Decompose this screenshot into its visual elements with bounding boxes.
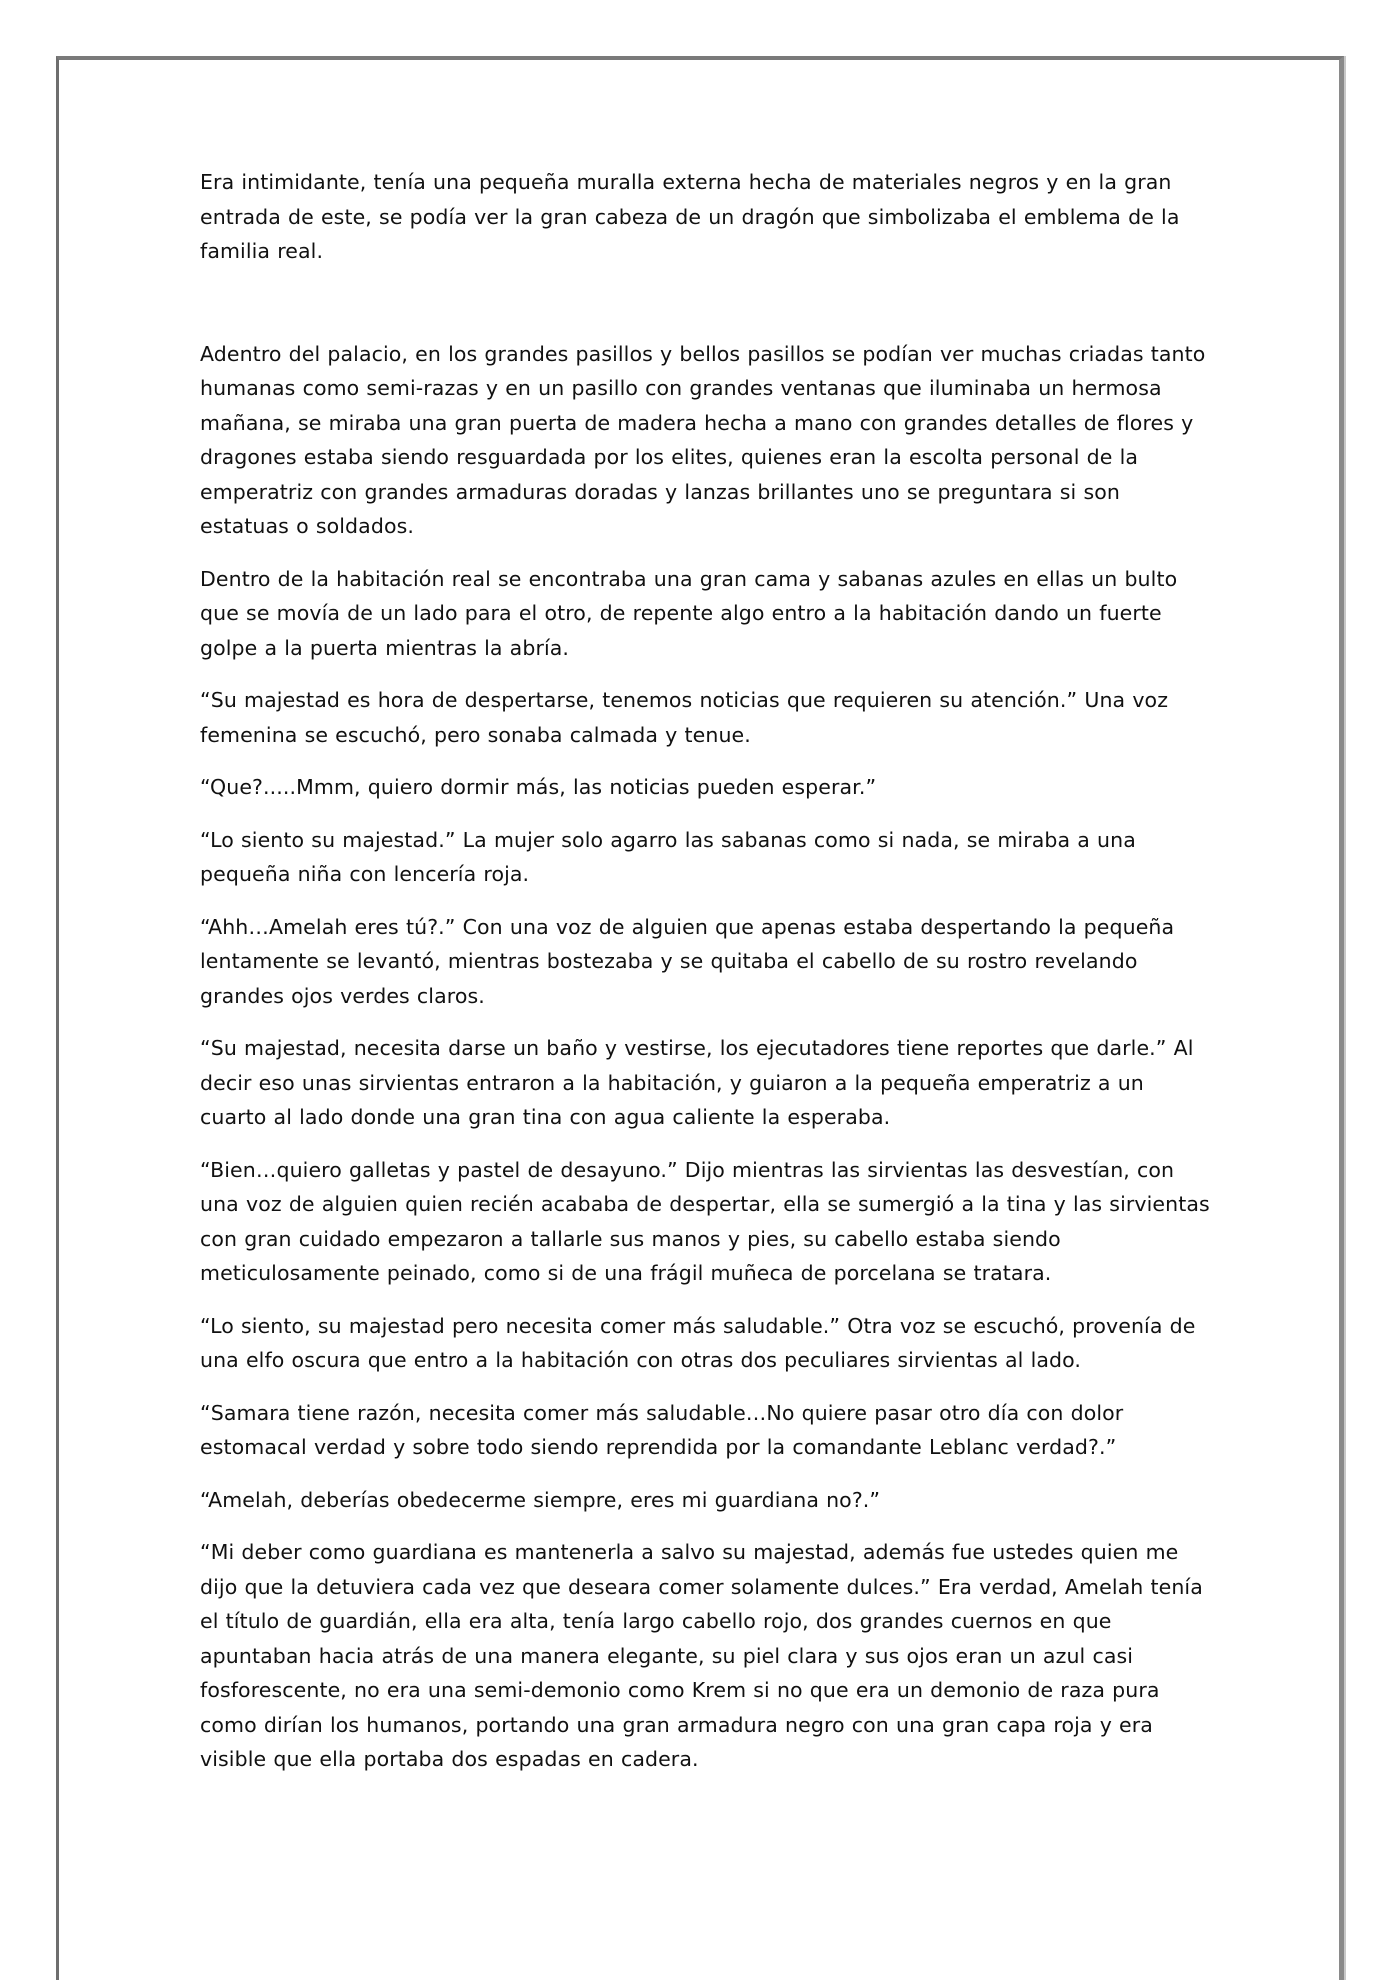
- paragraph-4: “Su majestad es hora de despertarse, tenemos noticias que requieren su atención.” Una voz femenina se escuchó, pero sonaba calmada y tenue.: [200, 688, 1169, 747]
- paragraph-9: “Bien…quiero galletas y pastel de desayuno.” Dijo mientras las sirvientas las desvestían, con una voz de alguien quien recién acababa de despertar, ella se sumergió a la tina y las sirvientas con gran cuidado empezaron a tallarle sus manos y pies, su cabello estaba siendo meticulosamente peinado, como si de una frágil muñeca de porcelana se tratara.: [200, 1157, 1210, 1285]
- paragraph-5: “Que?.....Mmm, quiero dormir más, las noticias pueden esperar.”: [200, 775, 877, 799]
- paragraph-3: Dentro de la habitación real se encontraba una gran cama y sabanas azules en ellas un bulto que se movía de un lado para el otro, de repente algo entro a la habitación dando un fuerte golpe a la puerta mientras la abría.: [200, 566, 1178, 660]
- paragraph-11: “Samara tiene razón, necesita comer más saludable…No quiere pasar otro día con dolor estomacal verdad y sobre todo siendo reprendida por la comandante Leblanc verdad?.”: [200, 1400, 1124, 1459]
- document-body: [200, 165, 1210, 1795]
- paragraph-13: “Mi deber como guardiana es mantenerla a salvo su majestad, además fue ustedes quien me dijo que la detuviera cada vez que deseara comer solamente dulces.” Era verdad, Amelah tenía el título de guardián, ella era alta, tenía largo cabello rojo, dos grandes cuernos en que apuntaban hacia atrás de una manera elegante, su piel clara y sus ojos eran un azul casi fosforescente, no era una semi-demonio como Krem si no que era un demonio de raza pura como dirían los humanos, portando una gran armadura negro con una gran capa roja y era visible que ella portaba dos espadas en cadera.: [200, 1540, 1203, 1771]
- paragraph-10: “Lo siento, su majestad pero necesita comer más saludable.” Otra voz se escuchó, provenía de una elfo oscura que entro a la habitación con otras dos peculiares sirvientas al lado.: [200, 1313, 1196, 1372]
- paragraph-8: “Su majestad, necesita darse un baño y vestirse, los ejecutadores tiene reportes que darle.” Al decir eso unas sirvientas entraron a la habitación, y guiaron a la pequeña emperatriz a un cuarto al lado donde una gran tina con agua caliente la esperaba.: [200, 1036, 1194, 1129]
- paragraph-6: “Lo siento su majestad.” La mujer solo agarro las sabanas como si nada, se miraba a una pequeña niña con lencería roja.: [200, 827, 1136, 886]
- paragraph-1: Era intimidante, tenía una pequeña muralla externa hecha de materiales negros y en la gran entrada de este, se podía ver la gran cabeza de un dragón que simbolizaba el emblema de la familia real.: [200, 170, 1180, 263]
- paragraph-12: “Amelah, deberías obedecerme siempre, eres mi guardiana no?.”: [200, 1487, 881, 1512]
- paragraph-7: “Ahh…Amelah eres tú?.” Con una voz de alguien que apenas estaba despertando la pequeña lentamente se levantó, mientras bostezaba y se quitaba el cabello de su rostro revelando grandes ojos verdes claros.: [200, 914, 1175, 1008]
- paragraph-2: Adentro del palacio, en los grandes pasillos y bellos pasillos se podían ver muchas criadas tanto humanas como semi-razas y en un pasillo con grandes ventanas que iluminaba un hermosa mañana, se miraba una gran puerta de madera hecha a mano con grandes detalles de flores y dragones estaba siendo resguardada por los elites, quienes eran la escolta personal de la emperatriz con grandes armaduras doradas y lanzas brillantes uno se preguntara si son estatuas o soldados.: [200, 341, 1206, 538]
